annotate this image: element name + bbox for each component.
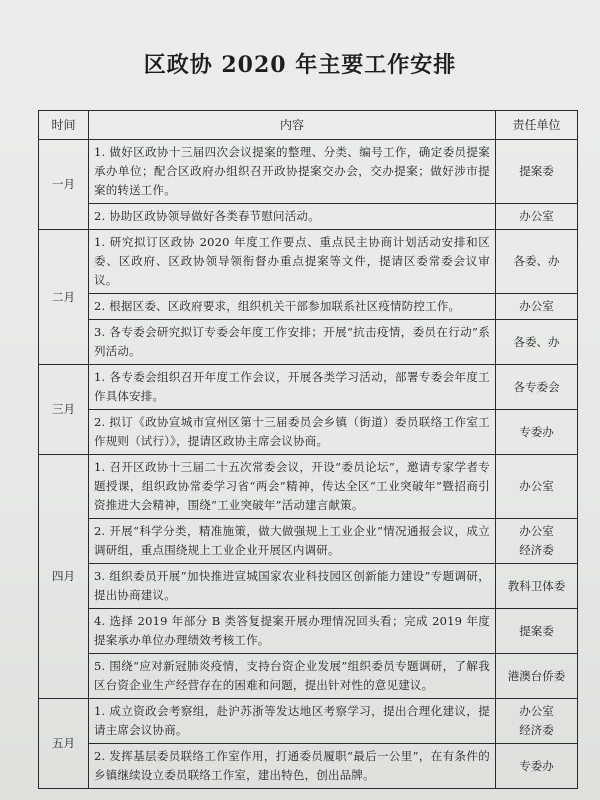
table-row [39,609,578,654]
task-content: 1. 各专委会组织召开年度工作会议，开展各类学习活动，部署专委会年度工作具体安排。 [89,365,496,410]
table-row [39,410,578,455]
responsible-unit: 专委办 [496,744,578,789]
table-row [39,564,578,609]
responsible-unit: 办公室 经济委 [496,699,578,744]
task-content: 4. 选择 2019 年部分 B 类答复提案开展办理情况回头看；完成 2019 年度提案承办单位办理绩效考核工作。 [89,609,496,654]
task-content: 1. 研究拟订区政协 2020 年度工作要点、重点民主协商计划活动安排和区委、区政府、区政协领导领衔督办重点提案等文件，提请区委常委会议审议。 [89,230,496,294]
responsible-unit: 各专委会 [496,365,578,410]
table-row [39,654,578,699]
responsible-unit: 教科卫体委 [496,564,578,609]
task-content: 5. 围绕“应对新冠肺炎疫情，支持台资企业发展”组织委员专题调研，了解我区台资企业生产经营存在的困难和问题，提出针对性的意见建议。 [89,654,496,699]
month-cell: 五月 [39,699,89,789]
responsible-unit: 专委办 [496,410,578,455]
task-content: 2. 根据区委、区政府要求，组织机关干部参加联系社区疫情防控工作。 [89,294,496,320]
responsible-unit: 各委、办 [496,230,578,294]
task-content: 1. 成立资政会考察组，赴沪苏浙等发达地区考察学习，提出合理化建议，提请主席会议协商。 [89,699,496,744]
table-row [39,744,578,789]
task-content: 3. 组织委员开展“加快推进宣城国家农业科技园区创新能力建设”专题调研，提出协商建议。 [89,564,496,609]
header-time: 时间 [39,111,89,140]
responsible-unit: 办公室 [496,455,578,519]
responsible-unit: 办公室 经济委 [496,519,578,564]
task-content: 2. 发挥基层委员联络工作室作用，打通委员履职“最后一公里”，在有条件的乡镇继续设立委员联络工作室，建出特色，创出品牌。 [89,744,496,789]
task-content: 2. 开展“科学分类，精准施策，做大做强规上工业企业”情况通报会议，成立调研组，重点围绕规上工业企业开展区内调研。 [89,519,496,564]
table-row [39,140,578,204]
table-row [39,365,578,410]
table-header-row [39,111,578,140]
responsible-unit: 提案委 [496,609,578,654]
header-unit: 责任单位 [496,111,578,140]
responsible-unit: 各委、办 [496,320,578,365]
responsible-unit: 提案委 [496,140,578,204]
month-cell: 二月 [39,230,89,365]
month-cell: 一月 [39,140,89,230]
table-row [39,294,578,320]
task-content: 1. 召开区政协十三届二十五次常委会议，开设“委员论坛”，邀请专家学者专题授课，组织政协常委学习省“两会”精神，传达全区“工业突破年”暨招商引资推进大会精神，围绕“工业突破年”活动建言献策。 [89,455,496,519]
table-row [39,320,578,365]
page-title: 区政协 2020 年主要工作安排 [143,52,457,78]
work-plan-table [38,110,578,789]
month-cell: 四月 [39,455,89,699]
table-row [39,699,578,744]
table-row [39,204,578,230]
task-content: 3. 各专委会研究拟订专委会年度工作安排；开展“抗击疫情，委员在行动”系列活动。 [89,320,496,365]
table-row [39,455,578,519]
task-content: 1. 做好区政协十三届四次会议提案的整理、分类、编号工作，确定委员提案承办单位；配合区政府办组织召开政协提案交办会，交办提案；做好涉市提案的转送工作。 [89,140,496,204]
task-content: 2. 协助区政协领导做好各类春节慰问活动。 [89,204,496,230]
responsible-unit: 港澳台侨委 [496,654,578,699]
table-body [39,140,578,789]
responsible-unit: 办公室 [496,294,578,320]
responsible-unit: 办公室 [496,204,578,230]
table-row [39,230,578,294]
task-content: 2. 拟订《政协宣城市宣州区第十三届委员会乡镇（街道）委员联络工作室工作规则（试行）》，提请区政协主席会议协商。 [89,410,496,455]
table-row [39,519,578,564]
month-cell: 三月 [39,365,89,455]
header-content: 内容 [89,111,496,140]
